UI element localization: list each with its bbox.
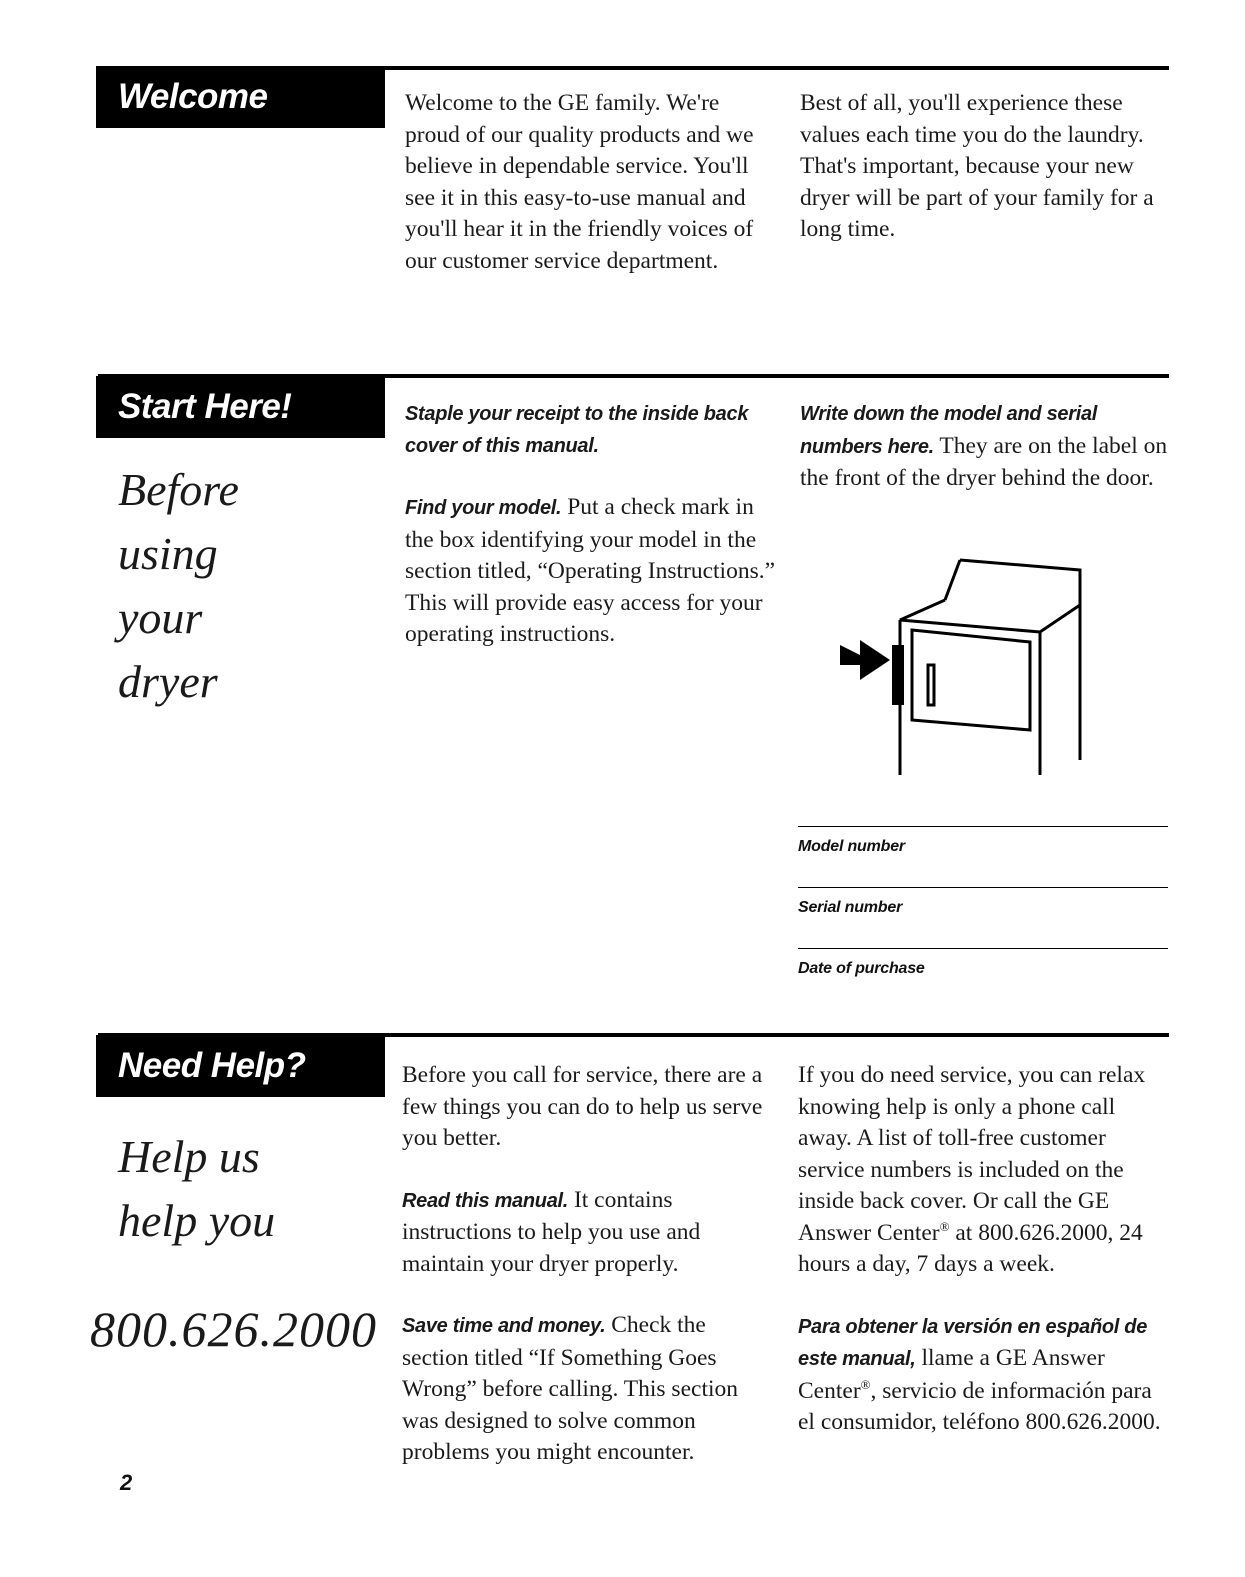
model-number-field[interactable]: Model number [798,826,1168,856]
help-phone-number: 800.626.2000 [90,1301,377,1357]
write-down-paragraph: Write down the model and serial numbers here. They are on the label on the front of the dryer behind the door. [800,403,1168,491]
welcome-text-right: Best of all, you'll experience these values each time you do the laundry. That's important, because your new dryer will be part of your family for a long time. [800,90,1154,242]
start-side-text: Before using your dryer [118,464,239,707]
find-model-paragraph: Find your model. Put a check mark in the box identifying your model in the section titled, “Operating Instructions.” This will provide easy access for your operating instructions. [405,494,776,647]
help-side-text: Help us help you [118,1131,276,1246]
start-text-right [800,398,1168,495]
welcome-heading: Welcome [96,66,385,128]
help-text-left: Before you call for service, there are a few things you can do to help us serve you better. Read this manual. It contains instructions to help you use and maintain your dryer properly. Save time and money. Check the section titled “If Something Goes Wrong” before calling. This section was designed to solve common problems you might encounter. [402,1060,777,1469]
read-manual-paragraph: Read this manual. It contains instructions to help you use and maintain your dryer properly. [402,1186,701,1277]
page-number: 2 [120,1470,133,1495]
spanish-paragraph: Para obtener la versión en español de este manual, llame a GE Answer Center®, servicio de información para el consumidor, teléfono 800.626.2000. [798,1315,1161,1435]
start-text-left [405,398,780,651]
date-of-purchase-field[interactable]: Date of purchase [798,948,1168,978]
start-heading: Start Here! [96,376,385,438]
welcome-text-left: Welcome to the GE family. We're proud of our quality products and we believe in dependable service. You'll see it in this easy-to-use manual and you'll hear it in the friendly voices of our customer service department. [405,90,754,274]
help-text-right [798,1060,1168,1439]
save-time-paragraph: Save time and money. Check the section titled “If Something Goes Wrong” before calling. This section was designed to solve common problems you might encounter. [402,1312,738,1465]
service-paragraph: If you do need service, you can relax knowing help is only a phone call away. A list of toll-free customer service numbers is included on the inside back cover. Or call the GE Answer Center® at 800.626.2000, 24 hours a day, 7 days a week. [798,1062,1146,1277]
dryer-illustration [840,550,1100,780]
help-heading: Need Help? [96,1035,385,1097]
serial-number-field[interactable]: Serial number [798,887,1168,917]
staple-instruction: Staple your receipt to the inside back cover of this manual. [405,403,749,457]
